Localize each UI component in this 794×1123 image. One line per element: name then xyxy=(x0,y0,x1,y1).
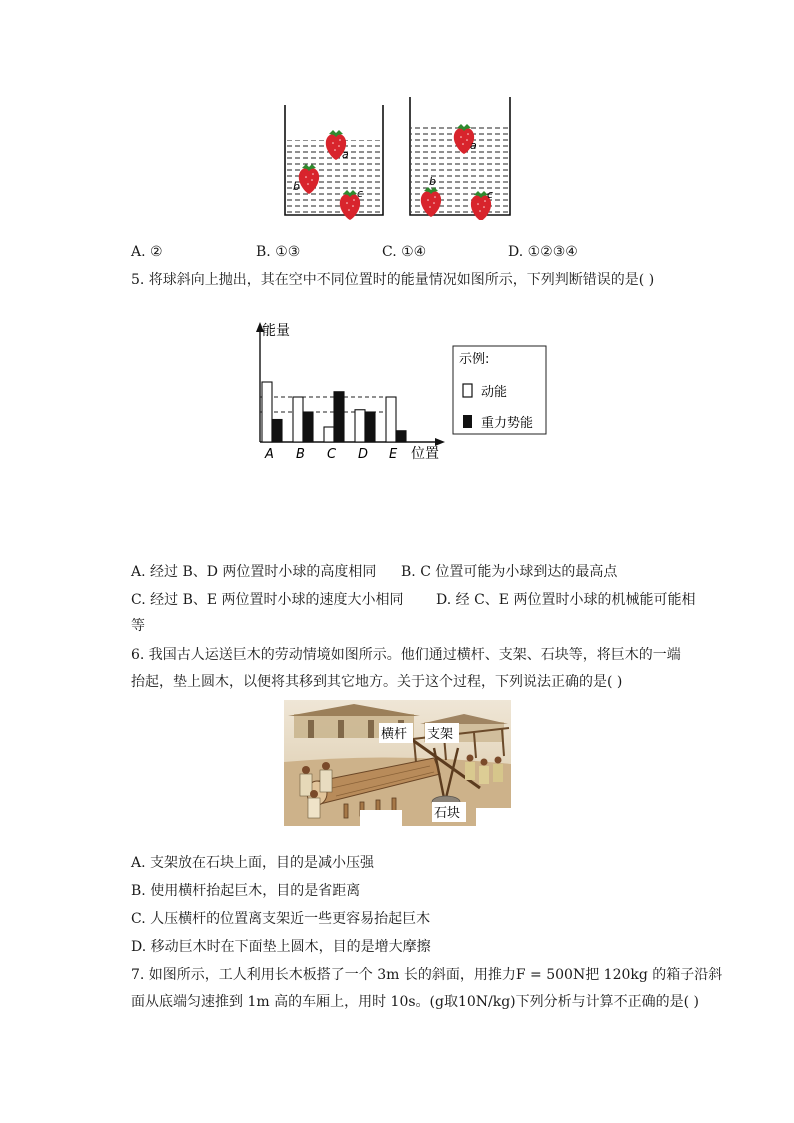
label-stand: 支架 xyxy=(427,727,454,742)
bar-potential-A xyxy=(272,420,282,443)
q7-stem-line2: 面从底端匀速推到 1m 高的车厢上，用时 10s。(g取10N/kg)下列分析与计算不正确的是( ) xyxy=(131,994,700,1010)
legend-swatch-potential xyxy=(463,415,472,428)
bar-kinetic-A xyxy=(262,382,272,442)
q6-option-a: A. 支架放在石块上面，目的是减小压强 xyxy=(131,855,375,871)
bar-kinetic-B xyxy=(293,397,303,442)
bar-kinetic-E xyxy=(386,397,396,442)
x-tick-E: E xyxy=(389,447,398,462)
q5-option-d: D. 经 C、E 两位置时小球的机械能可能相 xyxy=(436,592,696,608)
q5-option-c: C. 经过 B、E 两位置时小球的速度大小相同 xyxy=(131,592,404,608)
label-b: b xyxy=(429,175,436,188)
x-tick-B: B xyxy=(296,447,305,462)
label-a: a xyxy=(470,139,477,152)
energy-chart xyxy=(245,318,555,466)
q6-option-c: C. 人压横杆的位置离支架近一些更容易抬起巨木 xyxy=(131,911,431,927)
q5-stem: 5. 将球斜向上抛出，其在空中不同位置时的能量情况如图所示，下列判断错误的是( ) xyxy=(131,272,655,288)
q4-option-a: A. ② xyxy=(131,244,163,260)
bar-potential-D xyxy=(365,412,375,442)
q4-option-b: B. ①③ xyxy=(256,244,301,260)
bar-kinetic-C xyxy=(324,427,334,442)
q5-option-a: A. 经过 B、D 两位置时小球的高度相同 xyxy=(131,564,377,580)
q5-option-d-continued: 等 xyxy=(131,618,145,634)
legend-title: 示例: xyxy=(459,352,490,367)
bar-potential-E xyxy=(396,431,406,442)
chart-legend xyxy=(453,346,546,434)
label-c: c xyxy=(357,187,364,200)
q6-option-d: D. 移动巨木时在下面垫上圆木，目的是增大摩擦 xyxy=(131,939,431,955)
beaker-left xyxy=(285,105,383,220)
legend-label-potential: 重力势能 xyxy=(481,416,534,431)
label-c: c xyxy=(487,188,494,201)
q6-stem-line1: 6. 我国古人运送巨木的劳动情境如图所示。他们通过横杆、支架、石块等，将巨木的一端 xyxy=(131,647,681,663)
beaker-figure xyxy=(278,95,518,220)
q6-option-b: B. 使用横杆抬起巨木，目的是省距离 xyxy=(131,883,361,899)
x-tick-C: C xyxy=(327,447,337,462)
x-axis-arrow xyxy=(435,438,445,446)
q7-stem-line1: 7. 如图所示，工人利用长木板搭了一个 3m 长的斜面，用推力F = 500N把 120kg 的箱子沿斜 xyxy=(131,967,723,983)
label-lever: 横杆 xyxy=(381,727,408,742)
label-stone: 石块 xyxy=(434,806,461,821)
legend-label-kinetic: 动能 xyxy=(481,385,508,400)
legend-swatch-kinetic xyxy=(463,384,472,397)
bar-potential-C xyxy=(334,392,344,442)
q5-option-b: B. C 位置可能为小球到达的最高点 xyxy=(401,564,618,580)
giant-log-illustration xyxy=(284,700,511,826)
q4-option-c: C. ①④ xyxy=(382,244,427,260)
beaker-right xyxy=(410,97,510,220)
x-axis-label: 位置 xyxy=(411,446,439,462)
bar-kinetic-D xyxy=(355,410,365,442)
y-axis-label: 能量 xyxy=(262,323,290,339)
q6-stem-line2: 抬起，垫上圆木，以便将其移到其它地方。关于这个过程，下列说法正确的是( ) xyxy=(131,674,623,690)
label-b: b xyxy=(293,180,300,193)
q4-option-d: D. ①②③④ xyxy=(508,244,578,260)
x-tick-D: D xyxy=(358,447,369,462)
x-tick-A: A xyxy=(265,447,274,462)
workers-right xyxy=(465,755,503,785)
bar-potential-B xyxy=(303,412,313,442)
label-a: a xyxy=(342,148,349,161)
